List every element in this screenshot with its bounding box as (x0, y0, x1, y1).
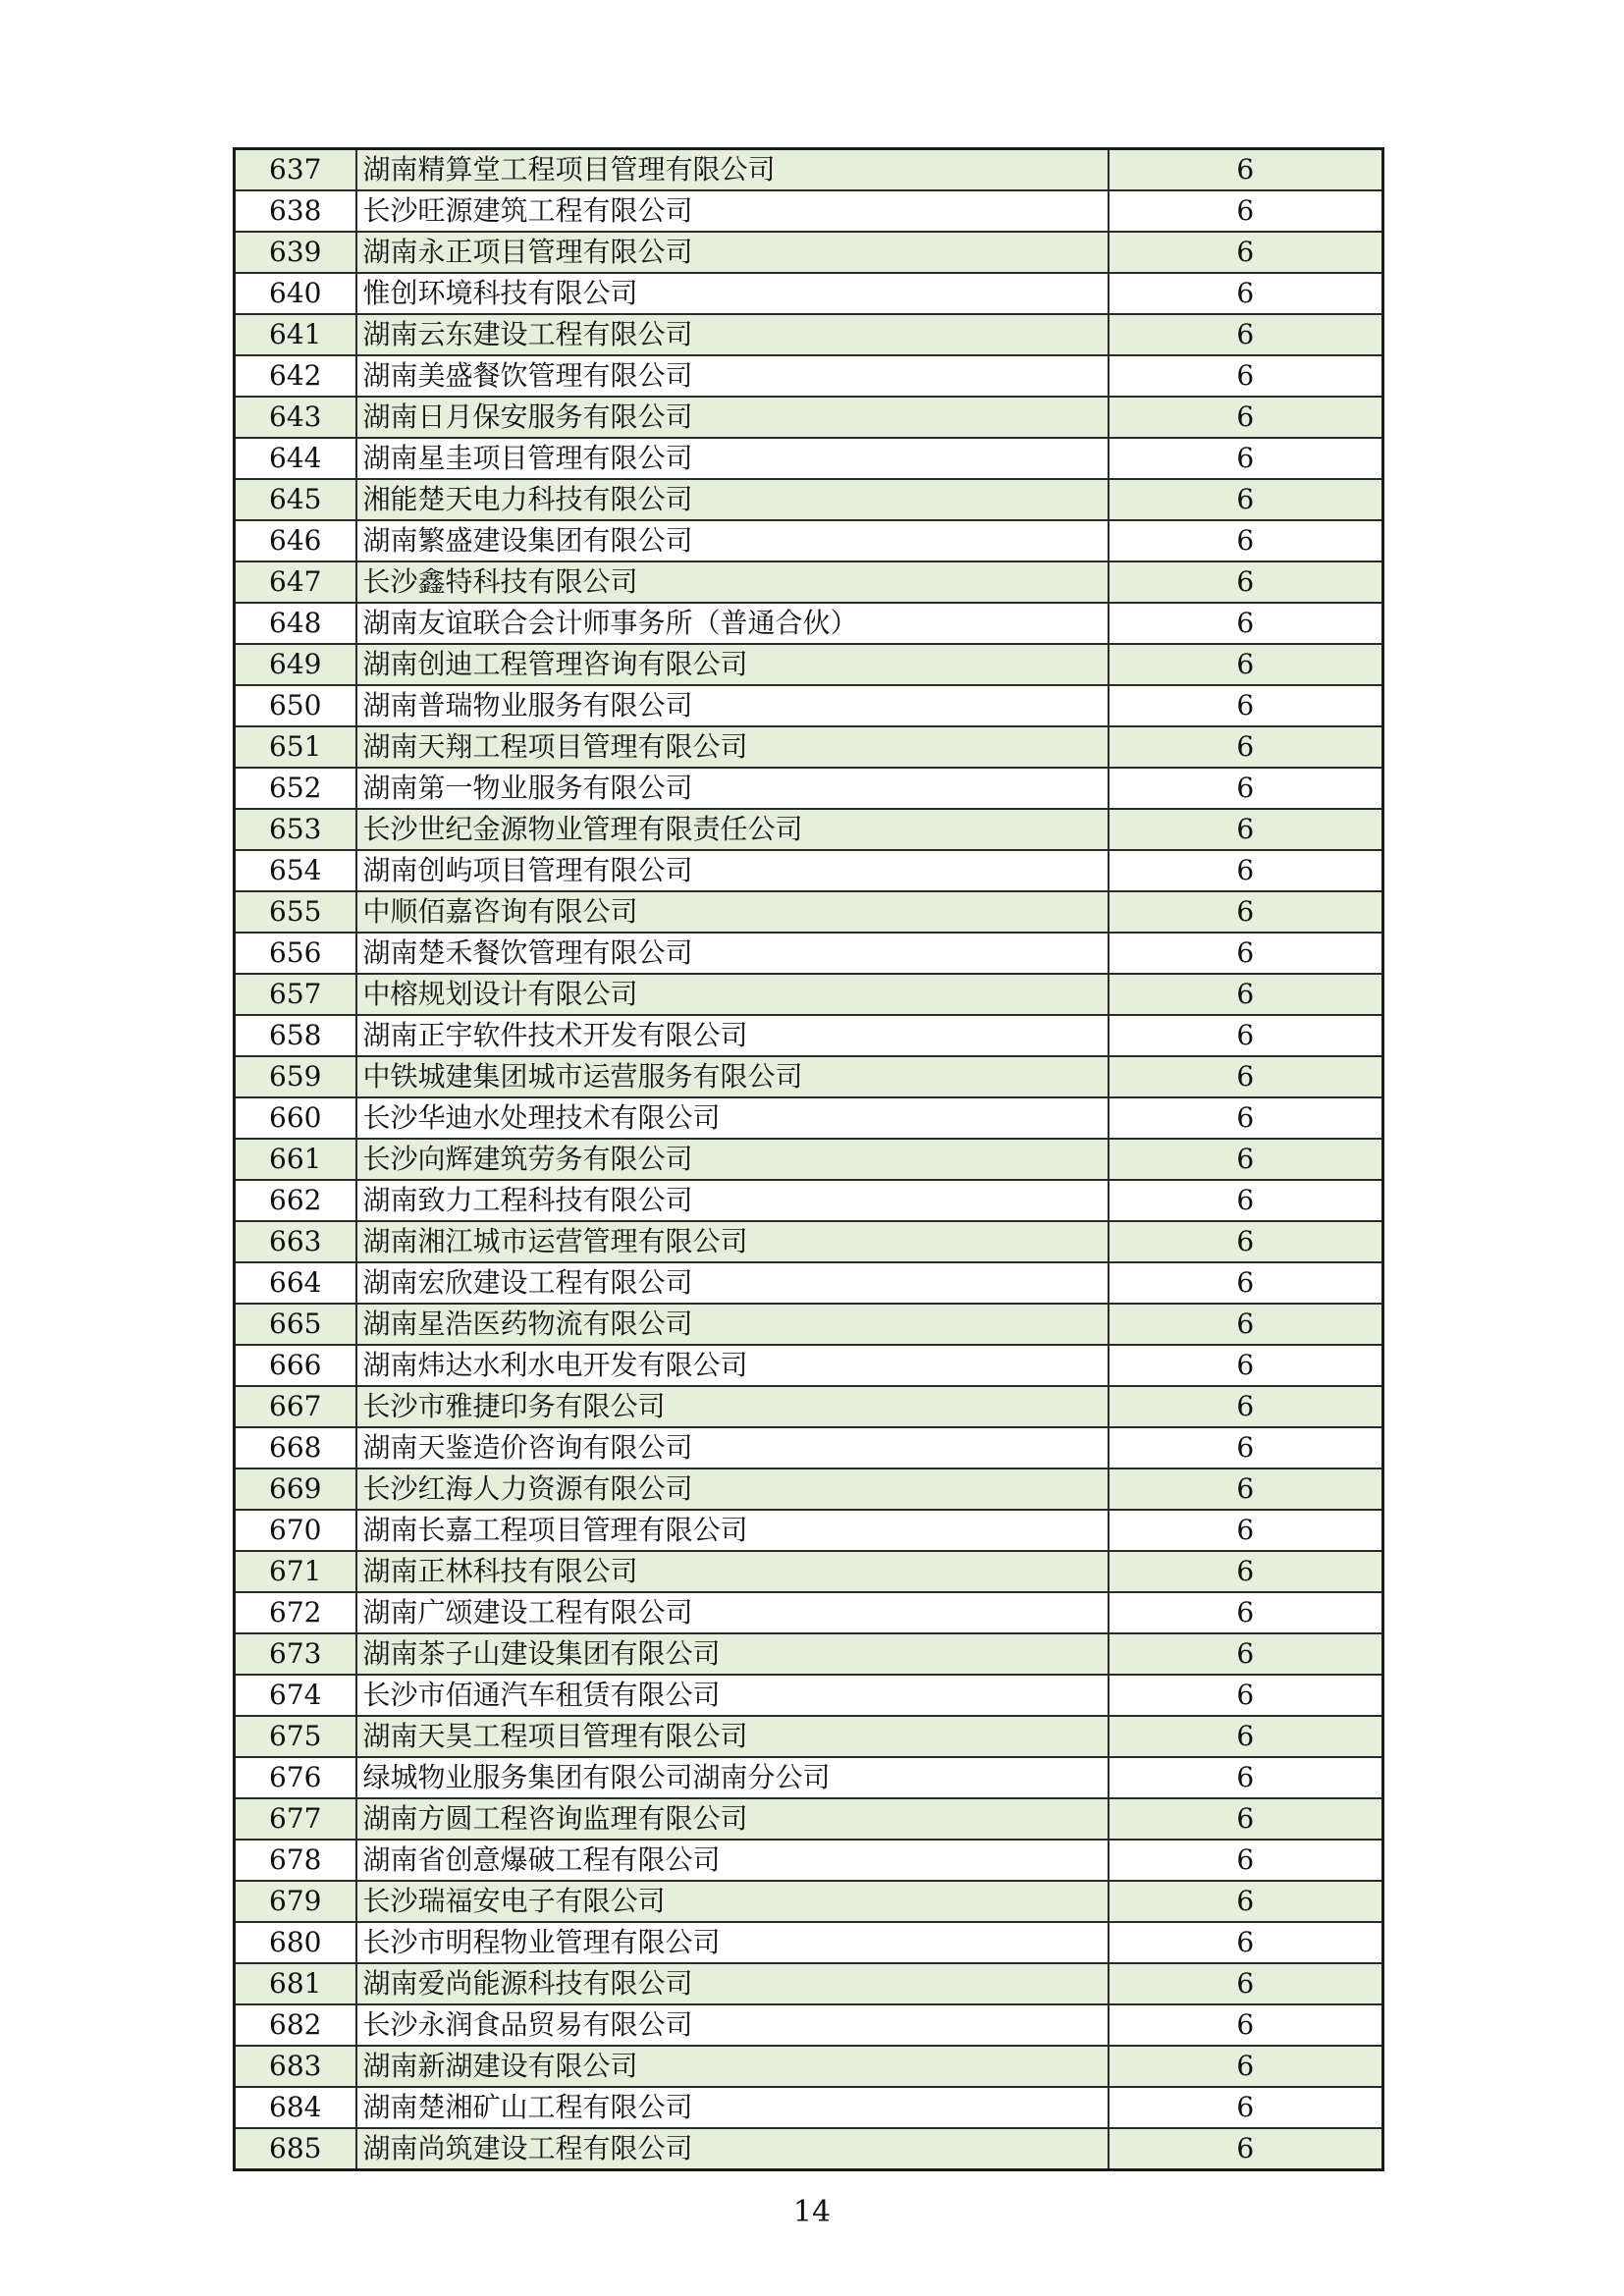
value-cell: 6 (1109, 232, 1383, 273)
value-cell: 6 (1109, 314, 1383, 355)
value-cell: 6 (1109, 1180, 1383, 1221)
row-number-cell: 684 (235, 2087, 356, 2128)
company-name-cell: 长沙向辉建筑劳务有限公司 (356, 1139, 1109, 1180)
value-cell: 6 (1109, 726, 1383, 768)
row-number-cell: 660 (235, 1097, 356, 1139)
table-row (235, 891, 1383, 933)
company-name-cell: 湖南湘江城市运营管理有限公司 (356, 1221, 1109, 1262)
row-number-cell: 646 (235, 520, 356, 561)
row-number-cell: 649 (235, 644, 356, 685)
row-number-cell: 637 (235, 149, 356, 191)
value-cell: 6 (1109, 644, 1383, 685)
value-cell: 6 (1109, 1221, 1383, 1262)
table-row (235, 2128, 1383, 2170)
table-row (235, 644, 1383, 685)
row-number-cell: 639 (235, 232, 356, 273)
value-cell: 6 (1109, 1716, 1383, 1757)
company-name-cell: 长沙市佰通汽车租赁有限公司 (356, 1675, 1109, 1716)
row-number-cell: 642 (235, 355, 356, 397)
row-number-cell: 673 (235, 1633, 356, 1675)
row-number-cell: 662 (235, 1180, 356, 1221)
row-number-cell: 653 (235, 809, 356, 850)
row-number-cell: 650 (235, 685, 356, 726)
company-name-cell: 中顺佰嘉咨询有限公司 (356, 891, 1109, 933)
value-cell: 6 (1109, 1304, 1383, 1345)
company-name-cell: 湖南云东建设工程有限公司 (356, 314, 1109, 355)
table-row (235, 520, 1383, 561)
company-name-cell: 长沙华迪水处理技术有限公司 (356, 1097, 1109, 1139)
company-name-cell: 湖南长嘉工程项目管理有限公司 (356, 1510, 1109, 1551)
table-row (235, 809, 1383, 850)
company-name-cell: 惟创环境科技有限公司 (356, 273, 1109, 314)
page-number: 14 (792, 2195, 832, 2229)
company-name-cell: 湖南精算堂工程项目管理有限公司 (356, 149, 1109, 191)
company-name-cell: 长沙旺源建筑工程有限公司 (356, 190, 1109, 232)
table-row (235, 355, 1383, 397)
row-number-cell: 657 (235, 974, 356, 1015)
row-number-cell: 641 (235, 314, 356, 355)
row-number-cell: 652 (235, 768, 356, 809)
value-cell: 6 (1109, 520, 1383, 561)
row-number-cell: 671 (235, 1551, 356, 1592)
company-name-cell: 中铁城建集团城市运营服务有限公司 (356, 1056, 1109, 1097)
row-number-cell: 677 (235, 1798, 356, 1840)
company-name-cell: 湖南茶子山建设集团有限公司 (356, 1633, 1109, 1675)
row-number-cell: 675 (235, 1716, 356, 1757)
value-cell: 6 (1109, 479, 1383, 520)
row-number-cell: 685 (235, 2128, 356, 2170)
company-name-cell: 湖南正林科技有限公司 (356, 1551, 1109, 1592)
company-name-cell: 湖南友谊联合会计师事务所（普通合伙） (356, 603, 1109, 644)
value-cell: 6 (1109, 2046, 1383, 2087)
value-cell: 6 (1109, 149, 1383, 191)
table-row (235, 1180, 1383, 1221)
table-row (235, 1468, 1383, 1510)
row-number-cell: 656 (235, 933, 356, 974)
table-row (235, 1922, 1383, 1963)
table-row (235, 1716, 1383, 1757)
table-row (235, 273, 1383, 314)
company-table-body (235, 149, 1383, 2170)
value-cell: 6 (1109, 933, 1383, 974)
value-cell: 6 (1109, 1097, 1383, 1139)
row-number-cell: 644 (235, 438, 356, 479)
row-number-cell: 682 (235, 2004, 356, 2046)
table-row (235, 479, 1383, 520)
row-number-cell: 665 (235, 1304, 356, 1345)
row-number-cell: 664 (235, 1262, 356, 1304)
row-number-cell: 669 (235, 1468, 356, 1510)
table-row (235, 1757, 1383, 1798)
company-name-cell: 湖南创迪工程管理咨询有限公司 (356, 644, 1109, 685)
company-name-cell: 中榕规划设计有限公司 (356, 974, 1109, 1015)
company-name-cell: 湖南创屿项目管理有限公司 (356, 850, 1109, 891)
value-cell: 6 (1109, 1427, 1383, 1468)
value-cell: 6 (1109, 1592, 1383, 1633)
row-number-cell: 683 (235, 2046, 356, 2087)
value-cell: 6 (1109, 1633, 1383, 1675)
table-row (235, 1304, 1383, 1345)
value-cell: 6 (1109, 1468, 1383, 1510)
table-row (235, 933, 1383, 974)
table-row (235, 561, 1383, 603)
value-cell: 6 (1109, 1262, 1383, 1304)
table-row (235, 1056, 1383, 1097)
row-number-cell: 647 (235, 561, 356, 603)
row-number-cell: 674 (235, 1675, 356, 1716)
company-name-cell: 长沙红海人力资源有限公司 (356, 1468, 1109, 1510)
table-row (235, 1881, 1383, 1922)
company-name-cell: 湖南永正项目管理有限公司 (356, 232, 1109, 273)
company-name-cell: 湖南第一物业服务有限公司 (356, 768, 1109, 809)
row-number-cell: 661 (235, 1139, 356, 1180)
company-name-cell: 湖南天翔工程项目管理有限公司 (356, 726, 1109, 768)
row-number-cell: 640 (235, 273, 356, 314)
value-cell: 6 (1109, 2128, 1383, 2170)
value-cell: 6 (1109, 850, 1383, 891)
value-cell: 6 (1109, 768, 1383, 809)
row-number-cell: 643 (235, 397, 356, 438)
company-name-cell: 湖南爱尚能源科技有限公司 (356, 1963, 1109, 2004)
company-name-cell: 湖南广颂建设工程有限公司 (356, 1592, 1109, 1633)
value-cell: 6 (1109, 1139, 1383, 1180)
company-name-cell: 湖南炜达水利水电开发有限公司 (356, 1345, 1109, 1386)
row-number-cell: 670 (235, 1510, 356, 1551)
table-row (235, 149, 1383, 191)
row-number-cell: 680 (235, 1922, 356, 1963)
company-name-cell: 湖南天鉴造价咨询有限公司 (356, 1427, 1109, 1468)
value-cell: 6 (1109, 438, 1383, 479)
company-name-cell: 湖南方圆工程咨询监理有限公司 (356, 1798, 1109, 1840)
company-name-cell: 长沙瑞福安电子有限公司 (356, 1881, 1109, 1922)
value-cell: 6 (1109, 603, 1383, 644)
company-name-cell: 长沙市雅捷印务有限公司 (356, 1386, 1109, 1427)
value-cell: 6 (1109, 809, 1383, 850)
row-number-cell: 663 (235, 1221, 356, 1262)
company-name-cell: 长沙市明程物业管理有限公司 (356, 1922, 1109, 1963)
table-row (235, 438, 1383, 479)
row-number-cell: 655 (235, 891, 356, 933)
table-row (235, 2004, 1383, 2046)
table-row (235, 1386, 1383, 1427)
company-name-cell: 长沙鑫特科技有限公司 (356, 561, 1109, 603)
value-cell: 6 (1109, 2004, 1383, 2046)
company-table (233, 147, 1384, 2171)
row-number-cell: 667 (235, 1386, 356, 1427)
company-name-cell: 湖南省创意爆破工程有限公司 (356, 1840, 1109, 1881)
company-name-cell: 湖南繁盛建设集团有限公司 (356, 520, 1109, 561)
value-cell: 6 (1109, 190, 1383, 232)
row-number-cell: 672 (235, 1592, 356, 1633)
table-row (235, 850, 1383, 891)
table-row (235, 190, 1383, 232)
company-name-cell: 湖南新湖建设有限公司 (356, 2046, 1109, 2087)
table-row (235, 768, 1383, 809)
row-number-cell: 658 (235, 1015, 356, 1056)
row-number-cell: 659 (235, 1056, 356, 1097)
value-cell: 6 (1109, 1922, 1383, 1963)
row-number-cell: 645 (235, 479, 356, 520)
table-row (235, 1139, 1383, 1180)
table-row (235, 2046, 1383, 2087)
table-row (235, 1345, 1383, 1386)
row-number-cell: 648 (235, 603, 356, 644)
table-row (235, 1015, 1383, 1056)
value-cell: 6 (1109, 1840, 1383, 1881)
value-cell: 6 (1109, 685, 1383, 726)
row-number-cell: 679 (235, 1881, 356, 1922)
table-row (235, 1510, 1383, 1551)
company-name-cell: 长沙世纪金源物业管理有限责任公司 (356, 809, 1109, 850)
table-row (235, 1840, 1383, 1881)
company-name-cell: 长沙永润食品贸易有限公司 (356, 2004, 1109, 2046)
table-row (235, 974, 1383, 1015)
row-number-cell: 681 (235, 1963, 356, 2004)
table-row (235, 726, 1383, 768)
value-cell: 6 (1109, 891, 1383, 933)
table-row (235, 1551, 1383, 1592)
table-row (235, 1262, 1383, 1304)
company-name-cell: 湖南美盛餐饮管理有限公司 (356, 355, 1109, 397)
row-number-cell: 651 (235, 726, 356, 768)
value-cell: 6 (1109, 273, 1383, 314)
company-name-cell: 湖南楚禾餐饮管理有限公司 (356, 933, 1109, 974)
table-row (235, 1097, 1383, 1139)
table-row (235, 685, 1383, 726)
value-cell: 6 (1109, 1056, 1383, 1097)
table-row (235, 603, 1383, 644)
table-row (235, 1963, 1383, 2004)
value-cell: 6 (1109, 1386, 1383, 1427)
company-name-cell: 湖南日月保安服务有限公司 (356, 397, 1109, 438)
table-row (235, 1798, 1383, 1840)
value-cell: 6 (1109, 561, 1383, 603)
company-name-cell: 湖南尚筑建设工程有限公司 (356, 2128, 1109, 2170)
company-name-cell: 湖南正宇软件技术开发有限公司 (356, 1015, 1109, 1056)
value-cell: 6 (1109, 355, 1383, 397)
company-name-cell: 绿城物业服务集团有限公司湖南分公司 (356, 1757, 1109, 1798)
value-cell: 6 (1109, 1881, 1383, 1922)
row-number-cell: 638 (235, 190, 356, 232)
value-cell: 6 (1109, 1963, 1383, 2004)
row-number-cell: 668 (235, 1427, 356, 1468)
table-row (235, 1427, 1383, 1468)
company-name-cell: 湘能楚天电力科技有限公司 (356, 479, 1109, 520)
value-cell: 6 (1109, 2087, 1383, 2128)
table-row (235, 1675, 1383, 1716)
company-name-cell: 湖南致力工程科技有限公司 (356, 1180, 1109, 1221)
value-cell: 6 (1109, 1345, 1383, 1386)
value-cell: 6 (1109, 1015, 1383, 1056)
table-row (235, 314, 1383, 355)
company-name-cell: 湖南天昊工程项目管理有限公司 (356, 1716, 1109, 1757)
table-row (235, 1221, 1383, 1262)
row-number-cell: 654 (235, 850, 356, 891)
table-row (235, 2087, 1383, 2128)
table-row (235, 397, 1383, 438)
company-name-cell: 湖南普瑞物业服务有限公司 (356, 685, 1109, 726)
row-number-cell: 676 (235, 1757, 356, 1798)
value-cell: 6 (1109, 397, 1383, 438)
table-row (235, 1633, 1383, 1675)
value-cell: 6 (1109, 974, 1383, 1015)
company-name-cell: 湖南星浩医药物流有限公司 (356, 1304, 1109, 1345)
table-row (235, 1592, 1383, 1633)
row-number-cell: 678 (235, 1840, 356, 1881)
value-cell: 6 (1109, 1675, 1383, 1716)
company-name-cell: 湖南楚湘矿山工程有限公司 (356, 2087, 1109, 2128)
value-cell: 6 (1109, 1798, 1383, 1840)
value-cell: 6 (1109, 1510, 1383, 1551)
value-cell: 6 (1109, 1757, 1383, 1798)
company-name-cell: 湖南星圭项目管理有限公司 (356, 438, 1109, 479)
company-name-cell: 湖南宏欣建设工程有限公司 (356, 1262, 1109, 1304)
row-number-cell: 666 (235, 1345, 356, 1386)
value-cell: 6 (1109, 1551, 1383, 1592)
table-row (235, 232, 1383, 273)
